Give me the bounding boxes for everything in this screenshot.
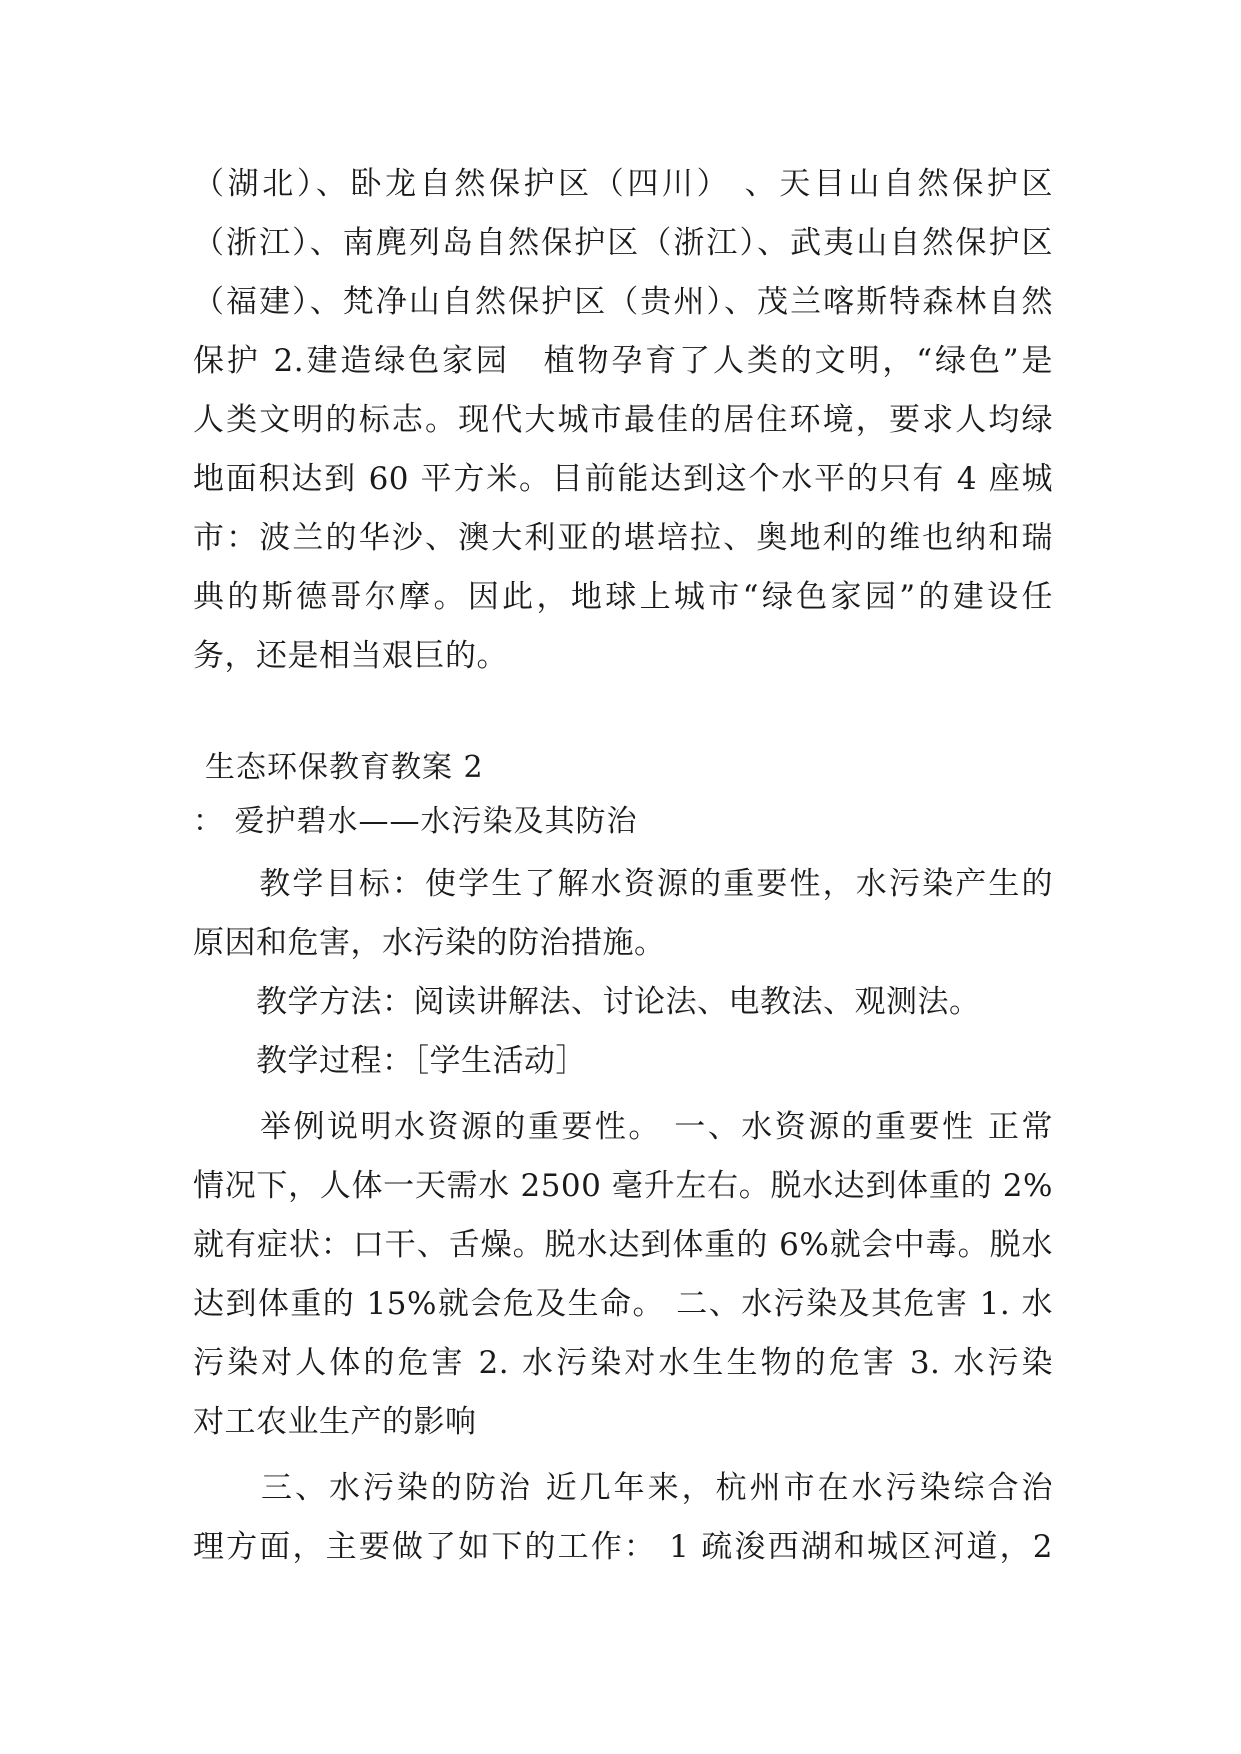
paragraph-line: 原因和危害，水污染的防治措施。	[193, 925, 666, 961]
paragraph-line: 就有症状：口干、舌燥。脱水达到体重的 6%就会中毒。脱水	[193, 1227, 1053, 1263]
section-subtitle: ： 爱护碧水——水污染及其防治	[193, 804, 638, 839]
paragraph-line: 举例说明水资源的重要性。 一、水资源的重要性 正常	[193, 1109, 1053, 1145]
paragraph-line: 教学目标：使学生了解水资源的重要性，水污染产生的	[193, 866, 1053, 902]
paragraph-line: 情况下，人体一天需水 2500 毫升左右。脱水达到体重的 2%	[193, 1168, 1053, 1204]
paragraph-line: 典的斯德哥尔摩。因此，地球上城市“绿色家园”的建设任	[193, 579, 1053, 615]
paragraph-line: 务，还是相当艰巨的。	[193, 638, 508, 674]
paragraph-line: 教学过程：［学生活动］	[193, 1043, 587, 1079]
paragraph-line: 地面积达到 60 平方米。目前能达到这个水平的只有 4 座城	[193, 461, 1053, 497]
paragraph-line: 保护 2.建造绿色家园 植物孕育了人类的文明，“绿色”是	[193, 343, 1053, 379]
paragraph-line: （福建）、梵净山自然保护区（贵州）、茂兰喀斯特森林自然	[193, 284, 1053, 320]
paragraph-line: 对工农业生产的影响	[193, 1404, 477, 1440]
paragraph-line: 人类文明的标志。现代大城市最佳的居住环境，要求人均绿	[193, 402, 1053, 438]
paragraph-line: 市：波兰的华沙、澳大利亚的堪培拉、奥地利的维也纳和瑞	[193, 520, 1053, 556]
paragraph-line: 三、水污染的防治 近几年来，杭州市在水污染综合治	[193, 1470, 1053, 1506]
section-title: 生态环保教育教案 2	[205, 750, 484, 785]
paragraph-line: 达到体重的 15%就会危及生命。 二、水污染及其危害 1. 水	[193, 1286, 1053, 1322]
paragraph-line: 教学方法：阅读讲解法、讨论法、电教法、观测法。	[193, 984, 981, 1020]
paragraph-line: （湖北）、卧龙自然保护区（四川） 、天目山自然保护区	[193, 166, 1053, 202]
paragraph-line: （浙江）、南麂列岛自然保护区（浙江）、武夷山自然保护区	[193, 225, 1053, 261]
paragraph-line: 污染对人体的危害 2. 水污染对水生生物的危害 3. 水污染	[193, 1345, 1053, 1381]
paragraph-line: 理方面，主要做了如下的工作： 1 疏浚西湖和城区河道，2	[193, 1529, 1053, 1565]
